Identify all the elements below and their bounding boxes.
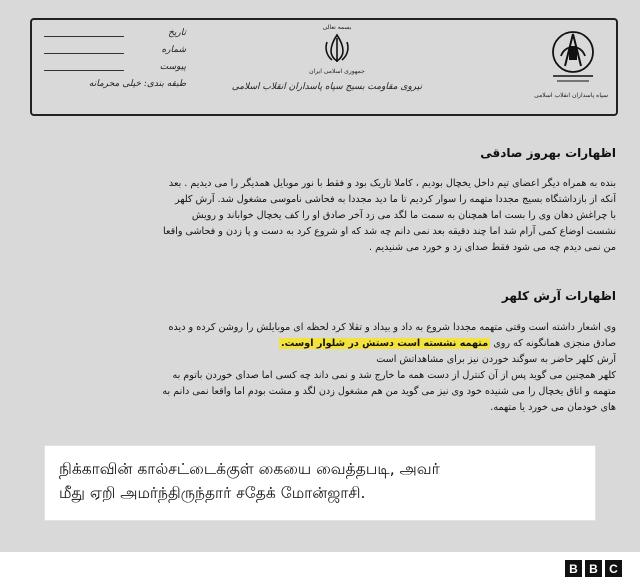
country-name: جمهوری اسلامی ایران — [309, 68, 365, 75]
field-line — [44, 36, 124, 37]
field-classification — [42, 79, 192, 96]
statement1-paragraph — [24, 176, 616, 256]
text-line-highlighted — [24, 336, 616, 352]
letterhead-logo — [534, 26, 608, 108]
basmala-text: بسمه تعالی — [322, 24, 352, 31]
letterhead-center — [231, 24, 422, 110]
text-line: من نمی دیدم چه می شود فقط صدای زد و خورد می شنیدیم . — [368, 242, 616, 253]
irgc-emblem-icon — [547, 26, 599, 88]
text-line: بنده به همراه دیگر اعضای تیم داخل یخچال بودیم ، کاملا تاریک بود و فقط با نور موبایل همدیگر را می دیدیم . بعد — [168, 178, 616, 189]
bbc-logo — [565, 560, 622, 578]
field-label: شماره — [161, 45, 186, 55]
logo-letter: B — [585, 560, 602, 577]
field-label: طبقه بندی: خیلی محرمانه — [88, 79, 186, 89]
letterhead-fields — [42, 28, 192, 106]
caption-line: நிக்காவின் கால்சட்டைக்குள் கையை வைத்தபடி, அவர் — [59, 460, 440, 478]
caption-line: மீது ஏறி அமர்ந்திருந்தார் சதேக் மோன்ஜாசி. — [59, 484, 366, 502]
field-date — [42, 28, 192, 45]
field-line — [44, 70, 124, 71]
statement2-paragraph — [24, 320, 616, 416]
statement1-heading: اظهارات بهروز صادقی — [480, 146, 616, 160]
text-line: نشست اوضاع کمی آرام شد اما چند دقیقه بعد نمی دانم چه شد که او شروع کرد به دست و پا زدن و فحاشی واقعا — [163, 226, 616, 237]
letterhead — [30, 18, 618, 116]
field-number — [42, 45, 192, 62]
text-line: با چراغش دهان وی را بست اما همچنان به سمت ما لگد می زد آخر صادق او را کف یخچال خواباند و رویش — [191, 210, 616, 221]
field-label: پیوست — [159, 62, 186, 72]
highlighted-text: متهمه نشسته است دستش در شلوار اوست. — [281, 338, 489, 349]
translation-caption — [44, 445, 596, 521]
text-line: وی اشعار داشته است وقتی متهمه مجددا شروع به داد و بیداد و تقلا کرد لحظه ای موبایلش را روشن کرده و دیده — [168, 322, 616, 333]
text-line: کلهر همچنین می گوید پس از آن کنترل از دست همه ما خارج شد و نمی داند چه کسی اما صدای خوردن باتوم به — [172, 370, 616, 381]
logo-letter: C — [605, 560, 622, 577]
text-line: متهمه و اتاق یخچال را می شنیده خود وی نیز می گوید من هم مشغول زدن لگد و مشت بودم اما واقعا نمی دانم به — [162, 386, 616, 397]
text-line: های خودمان می خورد یا متهمه. — [490, 402, 616, 413]
iran-emblem-icon — [322, 32, 352, 64]
field-attachment — [42, 62, 192, 79]
text-line: آرش کلهر حاضر به سوگند خوردن نیز برای مشاهداتش است — [376, 354, 616, 365]
field-label: تاریخ — [168, 28, 186, 38]
text-line: آنکه از بازداشتگاه بسیج مجددا متهمه را سوار کردیم تا ما دید مجددا به فحاشی ناموسی مشغول شد. آرش کلهر — [175, 194, 616, 205]
text-segment: صادق منجزی همانگونه که روی — [493, 338, 616, 349]
logo-letter: B — [565, 560, 582, 577]
org-name: سپاه پاسداران انقلاب اسلامی — [534, 92, 608, 99]
statement2-heading: اظهارات آرش کلهر — [501, 289, 616, 303]
org-calligraphy: نیروی مقاومت بسیج سپاه پاسداران انقلاب اسلامی — [231, 82, 422, 92]
field-line — [44, 53, 124, 54]
